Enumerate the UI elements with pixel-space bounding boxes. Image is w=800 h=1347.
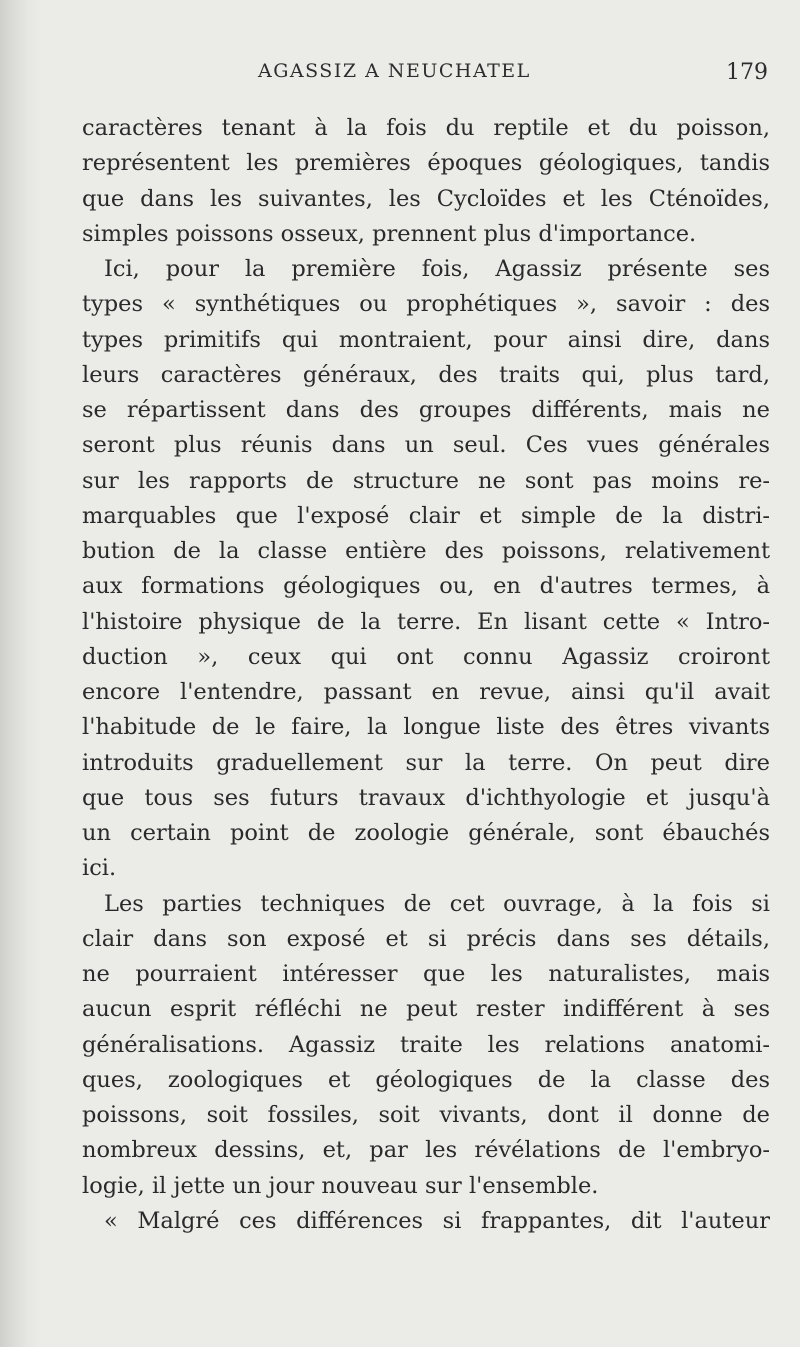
text-line: généralisations. Agassiz traite les relations anatomi- [82, 1031, 770, 1058]
text-line: simples poissons osseux, prennent plus d'importance. [82, 220, 697, 247]
text-line: que dans les suivantes, les Cycloïdes et les Cténoïdes, [82, 185, 770, 212]
text-line: nombreux dessins, et, par les révélations de l'embryo- [82, 1137, 770, 1164]
text-line: introduits graduellement sur la terre. On peut dire [82, 749, 770, 776]
text-line: seront plus réunis dans un seul. Ces vues générales [82, 432, 770, 459]
text-line: encore l'entendre, passant en revue, ainsi qu'il avait [82, 679, 770, 705]
text-line: leurs caractères généraux, des traits qui, plus tard, [82, 361, 770, 388]
text-line: un certain point de zoologie générale, sont ébauchés [82, 820, 770, 846]
text-line: que tous ses futurs travaux d'ichthyologie et jusqu'à [82, 784, 770, 811]
text-line: aux formations géologiques ou, en d'autres termes, à [82, 573, 770, 600]
paragraph-start-line: « Malgré ces différences si frappantes, dit l'auteur [104, 1207, 770, 1234]
text-line: l'habitude de le faire, la longue liste des êtres vivants [82, 714, 770, 741]
text-line: ici. [82, 855, 117, 882]
body-text [82, 111, 770, 1239]
text-line: représentent les premières époques géologiques, tandis [82, 150, 770, 177]
text-line: types primitifs qui montraient, pour ainsi dire, dans [82, 326, 770, 353]
text-line: caractères tenant à la fois du reptile et du poisson, [82, 115, 770, 141]
text-line: clair dans son exposé et si précis dans ses détails, [82, 925, 770, 952]
text-line: poissons, soit fossiles, soit vivants, dont il donne de [82, 1102, 770, 1128]
text-line: ques, zoologiques et géologiques de la classe des [82, 1066, 770, 1093]
text-line: sur les rapports de structure ne sont pas moins re- [82, 467, 770, 494]
text-line: ne pourraient intéresser que les naturalistes, mais [82, 961, 770, 987]
text-line: marquables que l'exposé clair et simple de la distri- [82, 502, 770, 529]
text-line: types « synthétiques ou prophétiques », savoir : des [82, 291, 770, 318]
running-title: AGASSIZ A NEUCHATEL [258, 60, 531, 82]
text-line: duction », ceux qui ont connu Agassiz croiront [82, 643, 770, 670]
running-head [258, 60, 768, 100]
text-line: logie, il jette un jour nouveau sur l'ensemble. [82, 1172, 599, 1199]
paragraph-start-line: Ici, pour la première fois, Agassiz présente ses [104, 256, 770, 282]
text-line: bution de la classe entière des poissons, relativement [82, 538, 770, 564]
paragraph-start-line: Les parties techniques de cet ouvrage, à la fois si [104, 890, 770, 917]
text-line: aucun esprit réfléchi ne peut rester indifférent à ses [82, 996, 770, 1023]
page-number: 179 [726, 60, 768, 85]
text-line: l'histoire physique de la terre. En lisant cette « Intro- [82, 608, 770, 635]
text-line: se répartissent dans des groupes différents, mais ne [82, 397, 770, 423]
